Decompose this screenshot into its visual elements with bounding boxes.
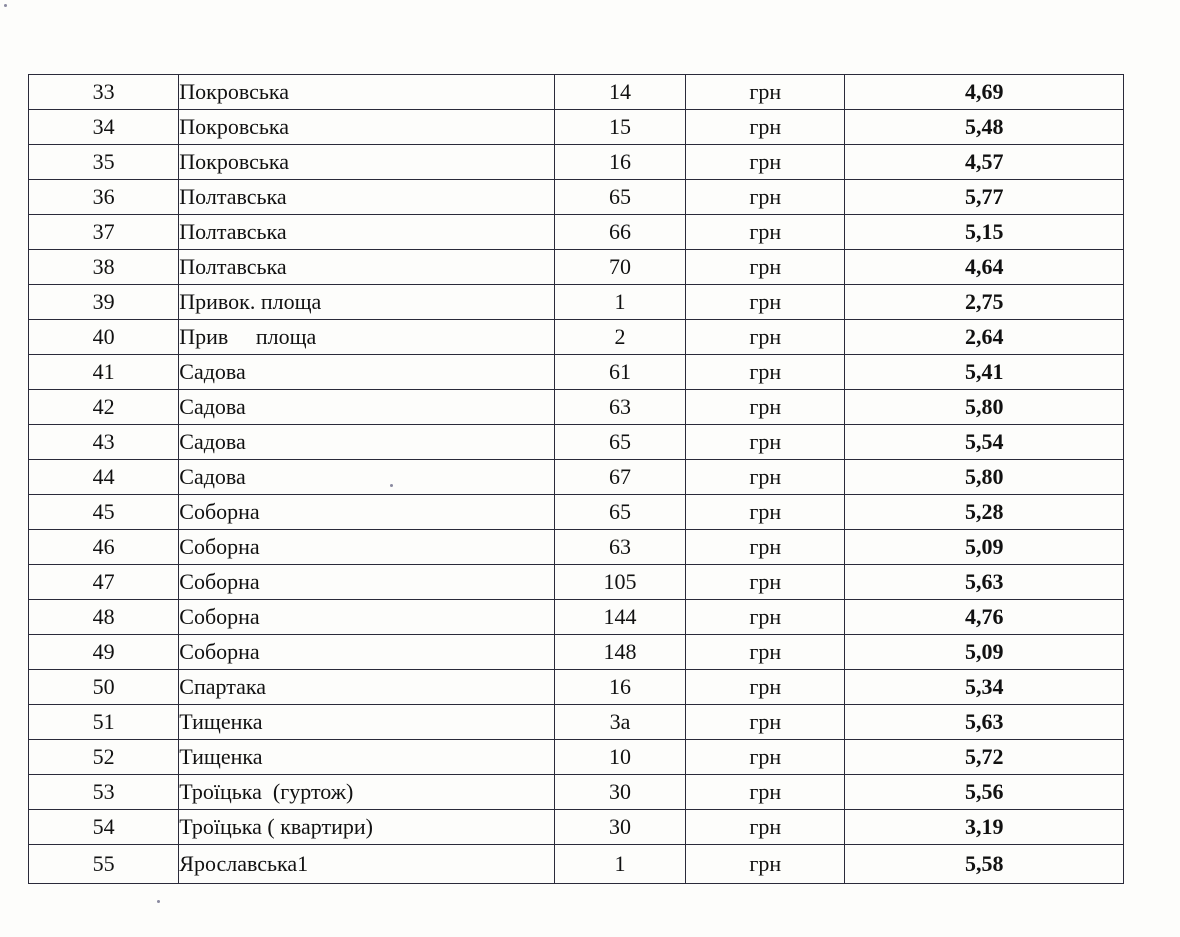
currency-unit-cell: грн [686,110,845,145]
table-row [29,285,1124,320]
tariff-value-cell: 5,72 [845,740,1124,775]
row-number-cell: 35 [29,145,179,180]
tariff-value-cell: 5,77 [845,180,1124,215]
row-number-cell: 46 [29,530,179,565]
row-number-cell: 55 [29,845,179,884]
currency-unit-cell: грн [686,740,845,775]
currency-unit-cell: грн [686,75,845,110]
row-number-cell: 33 [29,75,179,110]
tariff-value-cell: 4,69 [845,75,1124,110]
currency-unit-cell: грн [686,390,845,425]
table-row [29,425,1124,460]
table-row [29,495,1124,530]
street-name-cell: Соборна [179,565,555,600]
street-name-cell: Соборна [179,635,555,670]
row-number-cell: 54 [29,810,179,845]
currency-unit-cell: грн [686,635,845,670]
street-name-cell: Покровська [179,75,555,110]
table-row [29,390,1124,425]
row-number-cell: 50 [29,670,179,705]
table-row [29,530,1124,565]
table-row [29,320,1124,355]
currency-unit-cell: грн [686,180,845,215]
house-number-cell: 70 [554,250,685,285]
scan-speck [4,4,7,7]
currency-unit-cell: грн [686,425,845,460]
currency-unit-cell: грн [686,705,845,740]
currency-unit-cell: грн [686,530,845,565]
table-row [29,600,1124,635]
tariff-value-cell: 5,09 [845,530,1124,565]
tariff-table [28,74,1124,884]
currency-unit-cell: грн [686,215,845,250]
scan-speck [157,900,160,903]
house-number-cell: 63 [554,530,685,565]
row-number-cell: 48 [29,600,179,635]
house-number-cell: 10 [554,740,685,775]
row-number-cell: 44 [29,460,179,495]
street-name-cell: Садова [179,390,555,425]
house-number-cell: 65 [554,180,685,215]
street-name-cell: Покровська [179,145,555,180]
row-number-cell: 42 [29,390,179,425]
currency-unit-cell: грн [686,565,845,600]
table-row [29,810,1124,845]
currency-unit-cell: грн [686,145,845,180]
table-row [29,775,1124,810]
row-number-cell: 38 [29,250,179,285]
table-row [29,355,1124,390]
table-row [29,740,1124,775]
table-row [29,75,1124,110]
row-number-cell: 41 [29,355,179,390]
table-row [29,565,1124,600]
house-number-cell: 66 [554,215,685,250]
street-name-cell: Тищенка [179,740,555,775]
currency-unit-cell: грн [686,495,845,530]
row-number-cell: 51 [29,705,179,740]
currency-unit-cell: грн [686,600,845,635]
house-number-cell: 63 [554,390,685,425]
tariff-value-cell: 5,15 [845,215,1124,250]
tariff-value-cell: 5,80 [845,460,1124,495]
table-row [29,110,1124,145]
house-number-cell: 16 [554,670,685,705]
tariff-value-cell: 4,64 [845,250,1124,285]
row-number-cell: 45 [29,495,179,530]
scan-speck [390,484,393,487]
street-name-cell: Полтавська [179,215,555,250]
row-number-cell: 36 [29,180,179,215]
row-number-cell: 43 [29,425,179,460]
street-name-cell: Прив площа [179,320,555,355]
currency-unit-cell: грн [686,250,845,285]
house-number-cell: 148 [554,635,685,670]
table-row [29,670,1124,705]
house-number-cell: 2 [554,320,685,355]
street-name-cell: Полтавська [179,250,555,285]
street-name-cell: Троїцька ( квартири) [179,810,555,845]
tariff-value-cell: 5,48 [845,110,1124,145]
tariff-value-cell: 2,64 [845,320,1124,355]
tariff-value-cell: 5,09 [845,635,1124,670]
street-name-cell: Садова [179,460,555,495]
table-row [29,250,1124,285]
table-row [29,215,1124,250]
street-name-cell: Садова [179,425,555,460]
currency-unit-cell: грн [686,670,845,705]
street-name-cell: Полтавська [179,180,555,215]
table-row [29,845,1124,884]
street-name-cell: Привок. площа [179,285,555,320]
house-number-cell: 65 [554,495,685,530]
table-row [29,460,1124,495]
row-number-cell: 49 [29,635,179,670]
street-name-cell: Садова [179,355,555,390]
house-number-cell: 67 [554,460,685,495]
row-number-cell: 40 [29,320,179,355]
tariff-value-cell: 5,34 [845,670,1124,705]
street-name-cell: Соборна [179,495,555,530]
street-name-cell: Соборна [179,530,555,565]
tariff-value-cell: 5,54 [845,425,1124,460]
house-number-cell: 65 [554,425,685,460]
house-number-cell: 105 [554,565,685,600]
tariff-value-cell: 2,75 [845,285,1124,320]
row-number-cell: 39 [29,285,179,320]
row-number-cell: 53 [29,775,179,810]
tariff-value-cell: 5,63 [845,705,1124,740]
house-number-cell: 14 [554,75,685,110]
house-number-cell: 30 [554,810,685,845]
row-number-cell: 34 [29,110,179,145]
tariff-value-cell: 5,63 [845,565,1124,600]
house-number-cell: 16 [554,145,685,180]
currency-unit-cell: грн [686,775,845,810]
street-name-cell: Тищенка [179,705,555,740]
table-row [29,705,1124,740]
house-number-cell: 1 [554,845,685,884]
table-row [29,635,1124,670]
street-name-cell: Покровська [179,110,555,145]
street-name-cell: Спартака [179,670,555,705]
street-name-cell: Соборна [179,600,555,635]
currency-unit-cell: грн [686,285,845,320]
street-name-cell: Троїцька (гуртож) [179,775,555,810]
table-row [29,145,1124,180]
house-number-cell: 144 [554,600,685,635]
tariff-value-cell: 5,28 [845,495,1124,530]
tariff-value-cell: 5,41 [845,355,1124,390]
house-number-cell: 3а [554,705,685,740]
currency-unit-cell: грн [686,460,845,495]
row-number-cell: 47 [29,565,179,600]
tariff-value-cell: 5,56 [845,775,1124,810]
currency-unit-cell: грн [686,810,845,845]
tariff-value-cell: 4,76 [845,600,1124,635]
tariff-value-cell: 5,58 [845,845,1124,884]
street-name-cell: Ярославська1 [179,845,555,884]
tariff-value-cell: 5,80 [845,390,1124,425]
currency-unit-cell: грн [686,320,845,355]
house-number-cell: 1 [554,285,685,320]
row-number-cell: 37 [29,215,179,250]
house-number-cell: 30 [554,775,685,810]
table-row [29,180,1124,215]
house-number-cell: 61 [554,355,685,390]
currency-unit-cell: грн [686,845,845,884]
tariff-table-body [29,75,1124,884]
currency-unit-cell: грн [686,355,845,390]
tariff-value-cell: 4,57 [845,145,1124,180]
row-number-cell: 52 [29,740,179,775]
tariff-value-cell: 3,19 [845,810,1124,845]
house-number-cell: 15 [554,110,685,145]
